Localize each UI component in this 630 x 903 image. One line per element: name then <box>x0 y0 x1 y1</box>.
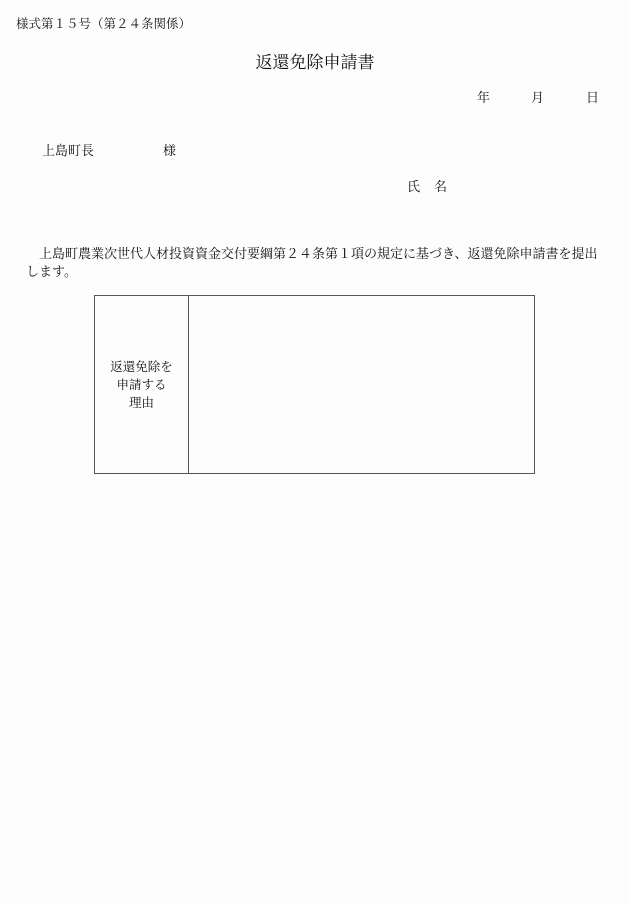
reason-label-line-3: 理由 <box>128 394 154 410</box>
reason-value-cell <box>189 296 534 473</box>
applicant-name-label-second: 名 <box>434 180 448 195</box>
addressee-honorific: 様 <box>163 144 177 159</box>
date-month-label: 月 <box>531 91 545 106</box>
reason-label-line-1: 返還免除を <box>110 358 173 374</box>
addressee-name: 上島町長 <box>42 144 95 159</box>
form-number: 様式第１５号（第２４条関係） <box>16 16 192 31</box>
applicant-name-label-first: 氏 <box>407 180 421 195</box>
reason-label-line-2: 申請する <box>116 376 167 392</box>
reason-label-cell <box>95 296 189 473</box>
date-year-label: 年 <box>477 91 491 106</box>
document-title: 返還免除申請書 <box>255 53 375 73</box>
date-day-label: 日 <box>586 91 600 106</box>
reason-table <box>94 295 535 474</box>
application-body-text: 上島町農業次世代人材投資資金交付要綱第２４条第１項の規定に基づき、返還免除申請書を提出します。 <box>26 247 598 280</box>
